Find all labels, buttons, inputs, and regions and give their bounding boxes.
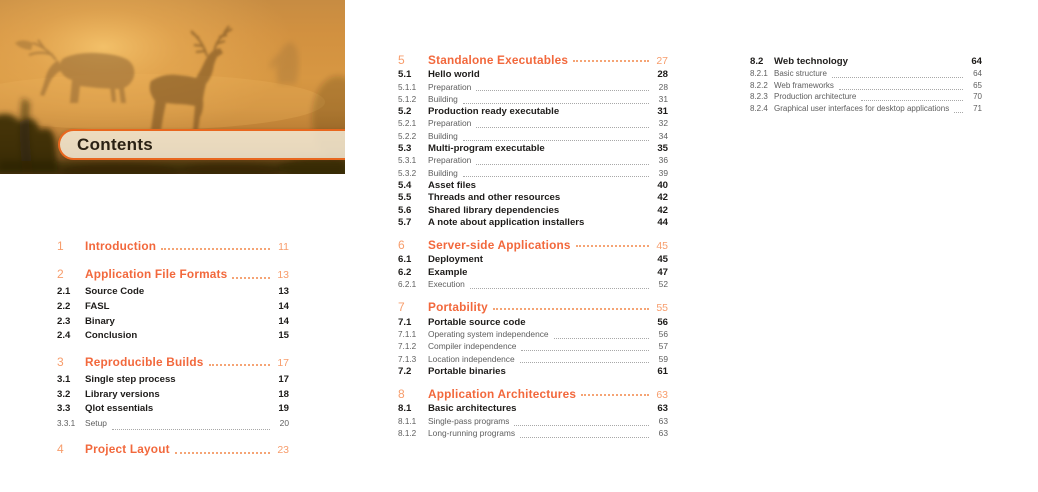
- toc-entry-number: 8.2.2: [750, 80, 768, 90]
- toc-entry-5.2[interactable]: [398, 106, 668, 118]
- header-photo: [0, 0, 345, 174]
- toc-entry-page: 14: [278, 301, 289, 313]
- toc-entry-5.5[interactable]: [398, 192, 668, 204]
- toc-entry-5.3.1[interactable]: [398, 155, 668, 167]
- toc-entry-page: 56: [657, 316, 668, 328]
- toc-entry-title: Location independence: [428, 353, 515, 364]
- toc-entry-5.3.2[interactable]: [398, 168, 668, 180]
- dot-leader: [209, 364, 270, 366]
- toc-entry-2.3[interactable]: [57, 316, 289, 331]
- toc-entry-number: 7.1.1: [398, 329, 417, 339]
- toc-entry-page: 32: [658, 118, 668, 129]
- toc-entry-5.6[interactable]: [398, 205, 668, 217]
- toc-entry-title: Standalone Executables: [428, 53, 569, 67]
- toc-entry-3.1[interactable]: [57, 374, 289, 389]
- toc-entry-number: 5.1.1: [398, 82, 417, 92]
- toc-entry-7.1.1[interactable]: [398, 329, 668, 341]
- toc-entry-number: 2.2: [57, 301, 71, 313]
- toc-entry-number: 8.1: [398, 403, 412, 415]
- toc-entry-title: Building: [428, 130, 458, 141]
- toc-entry-page: 45: [657, 254, 668, 266]
- toc-entry-number: 5.2.1: [398, 119, 417, 129]
- toc-entry-5.2.1[interactable]: [398, 118, 668, 130]
- dot-leader: [520, 362, 649, 363]
- toc-entry-page: 17: [277, 356, 289, 369]
- toc-entry-page: 28: [658, 81, 668, 92]
- toc-entry-6.2[interactable]: [398, 267, 668, 279]
- toc-entry-page: 17: [278, 373, 289, 385]
- toc-entry-number: 7: [398, 300, 405, 315]
- toc-entry-title: Multi-program executable: [428, 143, 545, 155]
- toc-entry-title: Conclusion: [85, 330, 138, 342]
- toc-entry-title: Execution: [428, 279, 465, 290]
- toc-entry-number: 5.6: [398, 204, 412, 216]
- toc-entry-6.1[interactable]: [398, 254, 668, 266]
- toc-entry-title: Production ready executable: [428, 106, 560, 118]
- toc-entry-number: 5.5: [398, 192, 412, 204]
- toc-entry-page: 20: [279, 417, 289, 428]
- toc-entry-page: 63: [657, 403, 668, 415]
- toc-entry-title: Compiler independence: [428, 341, 517, 352]
- toc-entry-title: Hello world: [428, 69, 480, 81]
- toc-entry-page: 70: [973, 92, 982, 101]
- toc-entry-page: 71: [973, 103, 982, 113]
- dot-leader: [493, 308, 649, 310]
- toc-entry-page: 65: [973, 80, 982, 90]
- toc-entry-8.1.2[interactable]: [398, 428, 668, 440]
- toc-entry-page: 39: [658, 167, 668, 178]
- toc-entry-number: 5.2: [398, 106, 412, 118]
- toc-entry-page: 19: [278, 403, 289, 415]
- toc-entry-page: 63: [658, 415, 668, 426]
- toc-entry-7.1.3[interactable]: [398, 354, 668, 366]
- toc-entry-number: 8.2.4: [750, 103, 768, 113]
- toc-entry-5.3[interactable]: [398, 143, 668, 155]
- toc-entry-number: 6.1: [398, 254, 412, 266]
- toc-entry-title: Portable source code: [428, 316, 526, 328]
- toc-entry-title: Source Code: [85, 286, 145, 298]
- toc-entry-page: 40: [657, 179, 668, 191]
- toc-entry-8.1[interactable]: [398, 403, 668, 415]
- toc-entry-page: 28: [657, 69, 668, 81]
- toc-entry-page: 64: [973, 69, 982, 78]
- dot-leader: [476, 127, 649, 128]
- toc-entry-number: 8.1.1: [398, 416, 417, 426]
- toc-entry-title: Threads and other resources: [428, 192, 561, 204]
- toc-entry-2[interactable]: [57, 267, 289, 282]
- toc-entry-page: 57: [658, 341, 668, 352]
- dot-leader: [463, 140, 649, 141]
- dot-leader: [954, 112, 963, 113]
- toc-entry-page: 15: [278, 330, 289, 342]
- toc-entry-title: Web technology: [774, 56, 848, 67]
- toc-entry-title: Qlot essentials: [85, 403, 154, 415]
- toc-entry-title: Single-pass programs: [428, 415, 510, 426]
- toc-entry-title: Introduction: [85, 238, 157, 253]
- toc-entry-title: Deployment: [428, 254, 483, 266]
- toc-entry-title: Setup: [85, 417, 107, 428]
- toc-entry-title: Portability: [428, 300, 488, 315]
- toc-entry-page: 36: [658, 155, 668, 166]
- dot-leader: [573, 60, 649, 62]
- toc-entry-page: 13: [278, 286, 289, 298]
- toc-entry-number: 7.1: [398, 316, 412, 328]
- toc-entry-title: Graphical user interfaces for desktop applications: [774, 103, 950, 113]
- toc-entry-page: 42: [657, 192, 668, 204]
- dot-leader: [112, 429, 270, 430]
- toc-entry-number: 5.3.2: [398, 168, 417, 178]
- toc-entry-page: 47: [657, 266, 668, 278]
- dot-leader: [554, 338, 649, 339]
- toc-entry-title: Basic architectures: [428, 403, 517, 415]
- dot-leader: [232, 277, 270, 279]
- toc-entry-7.1.2[interactable]: [398, 341, 668, 353]
- dot-leader: [521, 350, 649, 351]
- toc-entry-6[interactable]: [398, 238, 668, 253]
- toc-entry-2.1[interactable]: [57, 286, 289, 301]
- toc-entry-number: 3.3.1: [57, 418, 76, 428]
- toc-entry-3.2[interactable]: [57, 389, 289, 404]
- toc-entry-title: Production architecture: [774, 92, 857, 101]
- toc-entry-number: 5.2.2: [398, 131, 417, 141]
- toc-entry-page: 44: [657, 216, 668, 228]
- toc-entry-number: 5.3: [398, 143, 412, 155]
- toc-entry-number: 8.2.3: [750, 92, 768, 101]
- toc-entry-8.1.1[interactable]: [398, 416, 668, 428]
- toc-entry-title: Server-side Applications: [428, 238, 571, 253]
- toc-entry-title: Preparation: [428, 155, 472, 166]
- toc-entry-number: 3.2: [57, 388, 71, 400]
- toc-entry-number: 5.7: [398, 216, 412, 228]
- toc-entry-title: Library versions: [85, 388, 160, 400]
- toc-entry-page: 64: [971, 56, 982, 67]
- toc-entry-title: Preparation: [428, 81, 472, 92]
- page-title: Contents: [77, 134, 154, 154]
- toc-entry-title: Binary: [85, 315, 115, 327]
- toc-entry-title: Portable binaries: [428, 365, 506, 377]
- toc-entry-8.2.3[interactable]: [750, 92, 982, 104]
- toc-entry-title: Basic structure: [774, 69, 827, 78]
- toc-entry-number: 7.1.3: [398, 354, 417, 364]
- toc-entry-page: 61: [657, 365, 668, 377]
- toc-entry-4[interactable]: [57, 442, 289, 457]
- toc-entry-5[interactable]: [398, 53, 668, 65]
- dot-leader: [576, 245, 649, 247]
- toc-entry-page: 35: [657, 143, 668, 155]
- toc-entry-1[interactable]: [57, 239, 289, 254]
- toc-column-left: [57, 229, 289, 461]
- toc-entry-page: 45: [656, 240, 668, 253]
- toc-entry-page: 11: [278, 240, 289, 253]
- toc-entry-number: 4: [57, 442, 64, 457]
- toc-entry-title: Web frameworks: [774, 80, 834, 90]
- toc-entry-7.1[interactable]: [398, 317, 668, 329]
- toc-entry-number: 7.1.2: [398, 342, 417, 352]
- toc-entry-title: Asset files: [428, 179, 476, 191]
- dot-leader: [476, 164, 649, 165]
- toc-entry-6.2.1[interactable]: [398, 279, 668, 291]
- toc-entry-title: Preparation: [428, 118, 472, 129]
- dot-leader: [514, 425, 649, 426]
- toc-entry-title: Shared library dependencies: [428, 204, 560, 216]
- toc-entry-5.7[interactable]: [398, 217, 668, 229]
- toc-entry-number: 3.1: [57, 373, 71, 385]
- toc-entry-number: 8: [398, 387, 405, 402]
- toc-entry-page: 18: [278, 388, 289, 400]
- toc-entry-8.2.1[interactable]: [750, 69, 982, 81]
- toc-entry-5.4[interactable]: [398, 180, 668, 192]
- toc-entry-number: 5.4: [398, 179, 412, 191]
- toc-entry-3.3.1[interactable]: [57, 418, 289, 433]
- toc-entry-page: 34: [658, 130, 668, 141]
- toc-entry-title: Reproducible Builds: [85, 354, 204, 369]
- dot-leader: [470, 288, 649, 289]
- toc-entry-page: 14: [278, 315, 289, 327]
- toc-entry-page: 42: [657, 204, 668, 216]
- toc-column-right: [750, 56, 982, 115]
- toc-entry-title: Project Layout: [85, 442, 170, 457]
- toc-entry-title: A note about application installers: [428, 216, 585, 228]
- contents-title-bar: [58, 129, 345, 160]
- toc-entry-page: 63: [656, 389, 668, 402]
- dot-leader: [581, 394, 649, 396]
- toc-entry-page: 52: [658, 279, 668, 290]
- toc-entry-number: 6.2.1: [398, 280, 417, 290]
- toc-entry-5.1.1[interactable]: [398, 82, 668, 94]
- toc-entry-7[interactable]: [398, 300, 668, 315]
- toc-entry-7.2[interactable]: [398, 366, 668, 378]
- toc-entry-3.3[interactable]: [57, 403, 289, 418]
- toc-entry-number: 7.2: [398, 365, 412, 377]
- dot-leader: [463, 176, 649, 177]
- toc-entry-number: 3: [57, 354, 64, 369]
- toc-entry-title: Application File Formats: [85, 267, 228, 282]
- toc-entry-number: 2.3: [57, 315, 71, 327]
- toc-entry-title: FASL: [85, 301, 110, 313]
- toc-entry-number: 8.2.1: [750, 69, 768, 78]
- toc-entry-title: Example: [428, 266, 468, 278]
- toc-entry-number: 1: [57, 238, 64, 253]
- toc-entry-8.2.2[interactable]: [750, 81, 982, 93]
- toc-entry-number: 6.2: [398, 266, 412, 278]
- toc-entry-number: 5.1.2: [398, 94, 417, 104]
- toc-entry-page: 23: [277, 444, 289, 457]
- dot-leader: [476, 90, 649, 91]
- toc-entry-8.2.4[interactable]: [750, 104, 982, 116]
- toc-entry-page: 27: [656, 55, 668, 67]
- toc-entry-page: 56: [658, 328, 668, 339]
- toc-entry-page: 59: [658, 353, 668, 364]
- dot-leader: [832, 77, 963, 78]
- toc-entry-page: 31: [657, 106, 668, 118]
- toc-entry-8.2[interactable]: [750, 56, 982, 68]
- toc-entry-number: 5.3.1: [398, 156, 417, 166]
- dot-leader: [463, 103, 649, 104]
- toc-column-middle: [398, 53, 668, 440]
- toc-entry-title: Building: [428, 167, 458, 178]
- toc-entry-title: Building: [428, 93, 458, 104]
- toc-entry-number: 8.1.2: [398, 429, 417, 439]
- toc-entry-title: Single step process: [85, 373, 176, 385]
- dot-leader: [861, 100, 963, 101]
- toc-entry-page: 31: [658, 93, 668, 104]
- toc-entry-5.2.2[interactable]: [398, 131, 668, 143]
- toc-entry-number: 2.1: [57, 286, 71, 298]
- toc-entry-page: 13: [277, 269, 289, 282]
- dot-leader: [839, 89, 963, 90]
- toc-entry-2.4[interactable]: [57, 330, 289, 345]
- toc-entry-page: 55: [656, 302, 668, 315]
- toc-entry-page: 63: [658, 428, 668, 439]
- toc-entry-number: 6: [398, 238, 405, 253]
- toc-entry-3[interactable]: [57, 355, 289, 370]
- toc-entry-number: 2.4: [57, 330, 71, 342]
- toc-entry-title: Application Architectures: [428, 387, 577, 402]
- toc-entry-number: 5.1: [398, 69, 412, 81]
- toc-entry-title: Long-running programs: [428, 428, 516, 439]
- toc-entry-number: 3.3: [57, 403, 71, 415]
- toc-entry-2.2[interactable]: [57, 301, 289, 316]
- dot-leader: [175, 452, 270, 454]
- dot-leader: [161, 248, 270, 250]
- toc-entry-8[interactable]: [398, 387, 668, 402]
- toc-entry-number: 8.2: [750, 56, 764, 67]
- dot-leader: [520, 437, 649, 438]
- toc-entry-title: Operating system independence: [428, 328, 549, 339]
- toc-entry-5.1[interactable]: [398, 69, 668, 81]
- toc-entry-number: 2: [57, 267, 64, 282]
- toc-entry-5.1.2[interactable]: [398, 94, 668, 106]
- toc-entry-number: 5: [398, 53, 405, 67]
